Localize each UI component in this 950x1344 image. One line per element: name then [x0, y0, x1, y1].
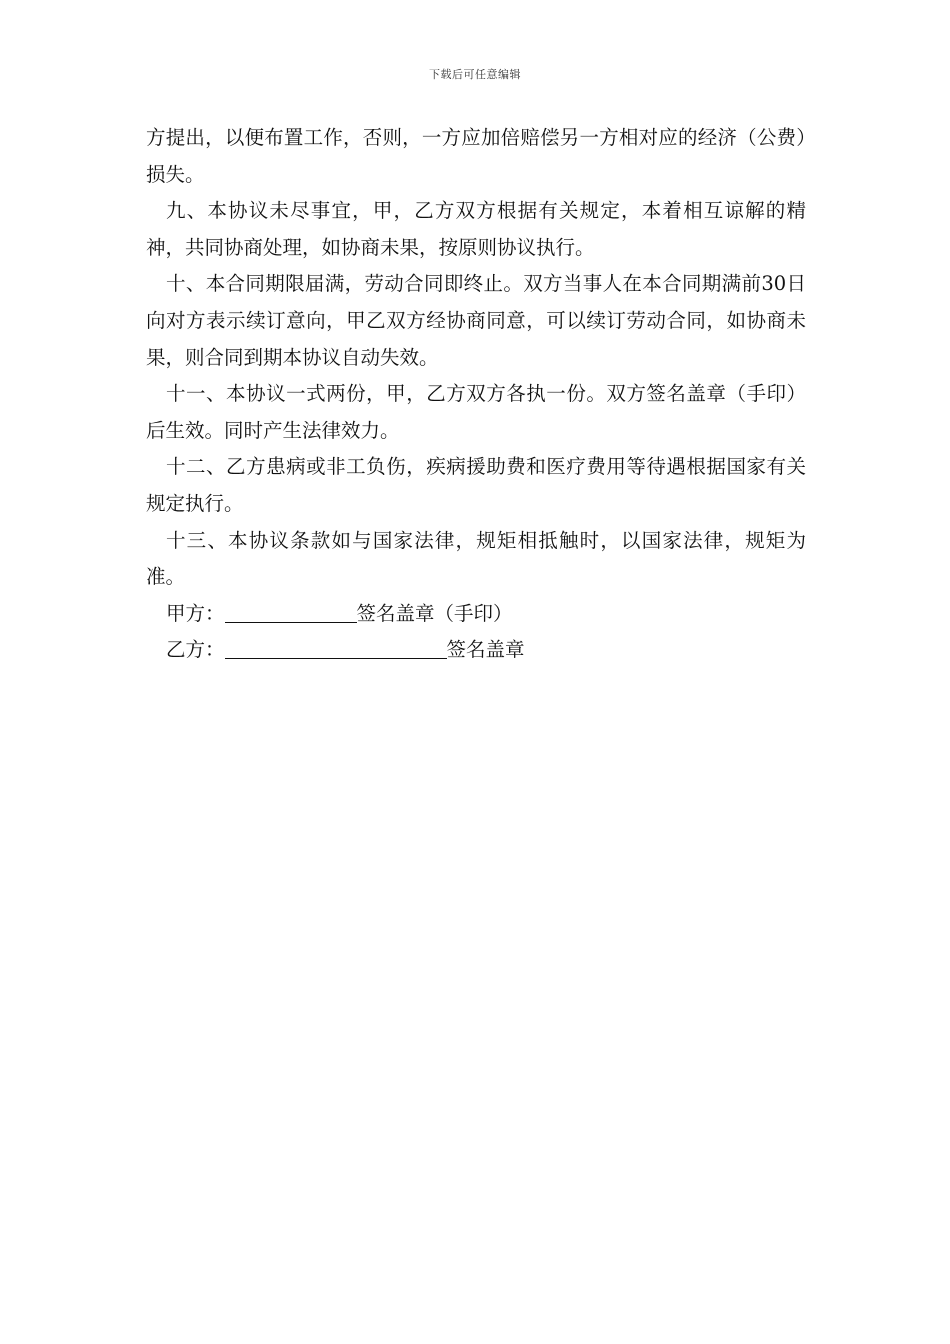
document-body: [146, 120, 806, 669]
party-a-signature-suffix: 签名盖章（手印）: [356, 601, 513, 625]
party-b-label: 乙方：: [166, 638, 225, 662]
clause-10: 十、本合同期限届满，劳动合同即终止。双方当事人在本合同期满前30日向对方表示续订意向，甲乙双方经协商同意，可以续订劳动合同，如协商未果，则合同到期本协议自动失效。: [146, 272, 806, 369]
paragraph-continuation: 方提出，以便布置工作，否则，一方应加倍赔偿另一方相对应的经济（公费）损失。: [146, 126, 806, 186]
party-a-signature-line: [146, 596, 806, 633]
party-a-label: 甲方：: [166, 601, 225, 625]
page-header-note: 下载后可任意编辑: [429, 68, 521, 81]
party-b-signature-suffix: 签名盖章: [446, 638, 525, 662]
clause-11: 十一、本协议一式两份，甲，乙方双方各执一份。双方签名盖章（手印）后生效。同时产生法律效力。: [146, 382, 806, 442]
clause-13: 十三、本协议条款如与国家法律，规矩相抵触时，以国家法律，规矩为准。: [146, 528, 806, 589]
clause-9: 九、本协议未尽事宜，甲，乙方双方根据有关规定，本着相互谅解的精神，共同协商处理，如协商未果，按原则协议执行。: [146, 199, 806, 259]
party-a-signature-blank[interactable]: [225, 600, 357, 623]
clause-12: 十二、乙方患病或非工负伤，疾病援助费和医疗费用等待遇根据国家有关规定执行。: [146, 455, 806, 515]
party-b-signature-line: [146, 632, 806, 669]
party-b-signature-blank[interactable]: [225, 636, 447, 659]
